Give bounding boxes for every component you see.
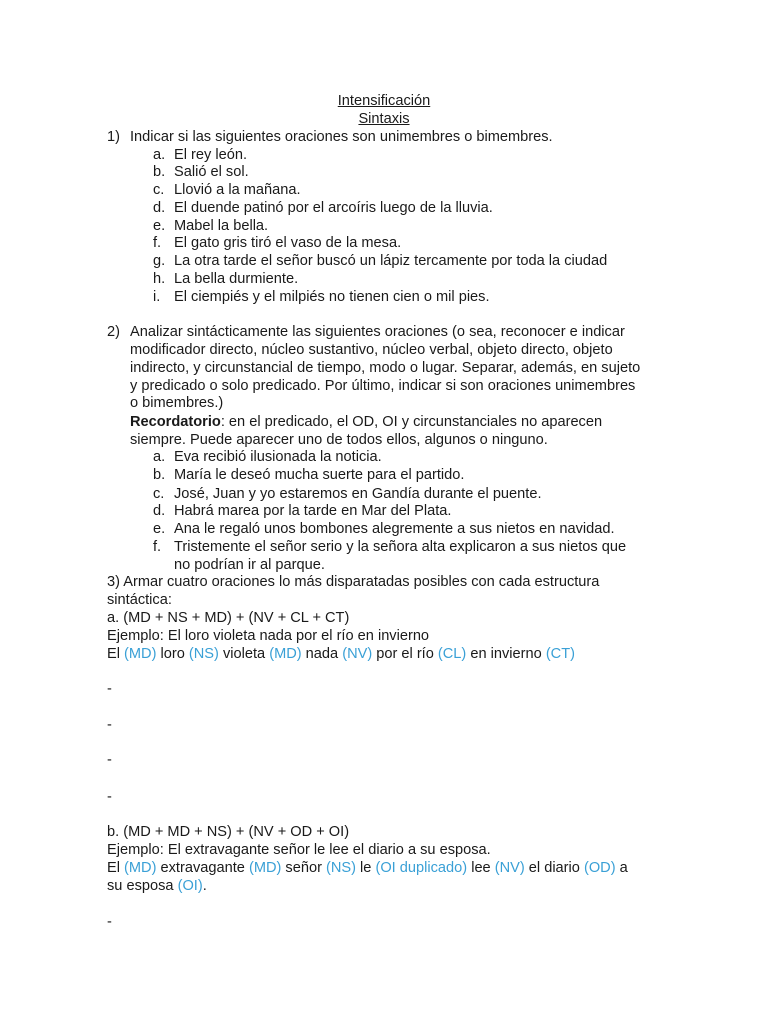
q3b-structure: b. (MD + MD + NS) + (NV + OD + OI) bbox=[107, 824, 350, 840]
q2-number: 2) bbox=[107, 324, 120, 340]
annotation-tag: (OD) bbox=[583, 860, 616, 876]
q3-instruction-line: sintáctica: bbox=[107, 592, 172, 608]
q2-item-marker: d. bbox=[153, 503, 166, 519]
q1-item-marker: h. bbox=[153, 271, 166, 287]
annotation-tag: (OI duplicado) bbox=[375, 860, 468, 876]
q2-item: Habrá marea por la tarde en Mar del Plata. bbox=[174, 503, 452, 519]
document-subtitle: Sintaxis bbox=[358, 111, 410, 127]
answer-dash: - bbox=[107, 752, 112, 768]
q1-item: Salió el sol. bbox=[174, 164, 249, 180]
annotation-tag: (OI) bbox=[177, 878, 203, 894]
q2-item-marker: f. bbox=[153, 539, 162, 555]
q2-item-marker: c. bbox=[153, 486, 165, 502]
answer-dash: - bbox=[107, 681, 112, 697]
annotation-tag: (NS) bbox=[188, 646, 219, 662]
q1-item: El ciempiés y el milpiés no tienen cien o mil pies. bbox=[174, 289, 490, 305]
q2-instruction-line: y predicado o solo predicado. Por último, indicar si son oraciones unimembres bbox=[130, 378, 636, 394]
q1-item-marker: b. bbox=[153, 164, 166, 180]
q2-item-marker: e. bbox=[153, 521, 166, 537]
q1-item-marker: i. bbox=[153, 289, 161, 305]
q1-item-marker: f. bbox=[153, 235, 162, 251]
annotation-tag: (CL) bbox=[437, 646, 467, 662]
annotation-tag: (MD) bbox=[124, 646, 157, 662]
q2-item: Ana le regaló unos bombones alegremente a sus nietos en navidad. bbox=[174, 521, 615, 537]
q1-item-marker: a. bbox=[153, 147, 166, 163]
q2-item: Tristemente el señor serio y la señora alta explicaron a sus nietos que bbox=[174, 539, 627, 555]
q1-item: Llovió a la mañana. bbox=[174, 182, 301, 198]
annotation-tag: (NV) bbox=[342, 646, 373, 662]
q3-instruction-line: 3) Armar cuatro oraciones lo más disparatadas posibles con cada estructura bbox=[107, 574, 600, 590]
q2-item-marker: a. bbox=[153, 449, 166, 465]
q2-instruction-line: modificador directo, núcleo sustantivo, núcleo verbal, objeto directo, objeto bbox=[130, 342, 613, 358]
answer-dash: - bbox=[107, 717, 112, 733]
q1-item: El duende patinó por el arcoíris luego de la lluvia. bbox=[174, 200, 493, 216]
q2-instruction-line: indirecto, y circunstancial de tiempo, modo o lugar. Separar, además, en sujeto bbox=[130, 360, 641, 376]
q1-item: El gato gris tiró el vaso de la mesa. bbox=[174, 235, 402, 251]
q1-item-marker: d. bbox=[153, 200, 166, 216]
q1-item: La bella durmiente. bbox=[174, 271, 299, 287]
q2-instruction-line: o bimembres.) bbox=[130, 395, 224, 411]
q1-number: 1) bbox=[107, 129, 120, 145]
q2-item: José, Juan y yo estaremos en Gandía durante el puente. bbox=[174, 486, 542, 502]
q3a-structure: a. (MD + NS + MD) + (NV + CL + CT) bbox=[107, 610, 350, 626]
q1-item: El rey león. bbox=[174, 147, 248, 163]
q2-item: María le deseó mucha suerte para el partido. bbox=[174, 467, 465, 483]
q3b-annotated-example: El (MD) extravagante (MD) señor (NS) le (OI duplicado) lee (NV) el diario (OD) a bbox=[107, 860, 628, 876]
q2-reminder: Recordatorio: en el predicado, el OD, OI y circunstanciales no aparecen bbox=[130, 414, 603, 430]
q1-item: Mabel la bella. bbox=[174, 218, 269, 234]
q1-instruction: Indicar si las siguientes oraciones son unimembres o bimembres. bbox=[130, 129, 553, 145]
q1-item-marker: c. bbox=[153, 182, 165, 198]
q1-item-marker: g. bbox=[153, 253, 166, 269]
annotation-tag: (NV) bbox=[494, 860, 525, 876]
answer-dash: - bbox=[107, 914, 112, 930]
q3a-example: Ejemplo: El loro violeta nada por el río en invierno bbox=[107, 628, 430, 644]
q2-item-continuation: no podrían ir al parque. bbox=[174, 557, 325, 573]
annotation-tag: (MD) bbox=[248, 860, 282, 876]
annotation-tag: (MD) bbox=[124, 860, 157, 876]
q3a-annotated-example: El (MD) loro (NS) violeta (MD) nada (NV) por el río (CL) en invierno (CT) bbox=[107, 646, 575, 662]
annotation-tag: (MD) bbox=[269, 646, 302, 662]
reminder-label: Recordatorio bbox=[130, 414, 221, 430]
document-title: Intensificación bbox=[337, 93, 431, 109]
annotation-tag: (CT) bbox=[545, 646, 575, 662]
q2-item-marker: b. bbox=[153, 467, 166, 483]
q1-item-marker: e. bbox=[153, 218, 166, 234]
q1-item: La otra tarde el señor buscó un lápiz tercamente por toda la ciudad bbox=[174, 253, 608, 269]
q3b-annotated-example-line2: su esposa (OI). bbox=[107, 878, 207, 894]
q2-reminder-line2: siempre. Puede aparecer uno de todos ellos, algunos o ninguno. bbox=[130, 432, 548, 448]
annotation-tag: (NS) bbox=[326, 860, 356, 876]
answer-dash: - bbox=[107, 789, 112, 805]
q3b-example: Ejemplo: El extravagante señor le lee el diario a su esposa. bbox=[107, 842, 491, 858]
q2-instruction-line: Analizar sintácticamente las siguientes oraciones (o sea, reconocer e indicar bbox=[130, 324, 625, 340]
q2-item: Eva recibió ilusionada la noticia. bbox=[174, 449, 382, 465]
